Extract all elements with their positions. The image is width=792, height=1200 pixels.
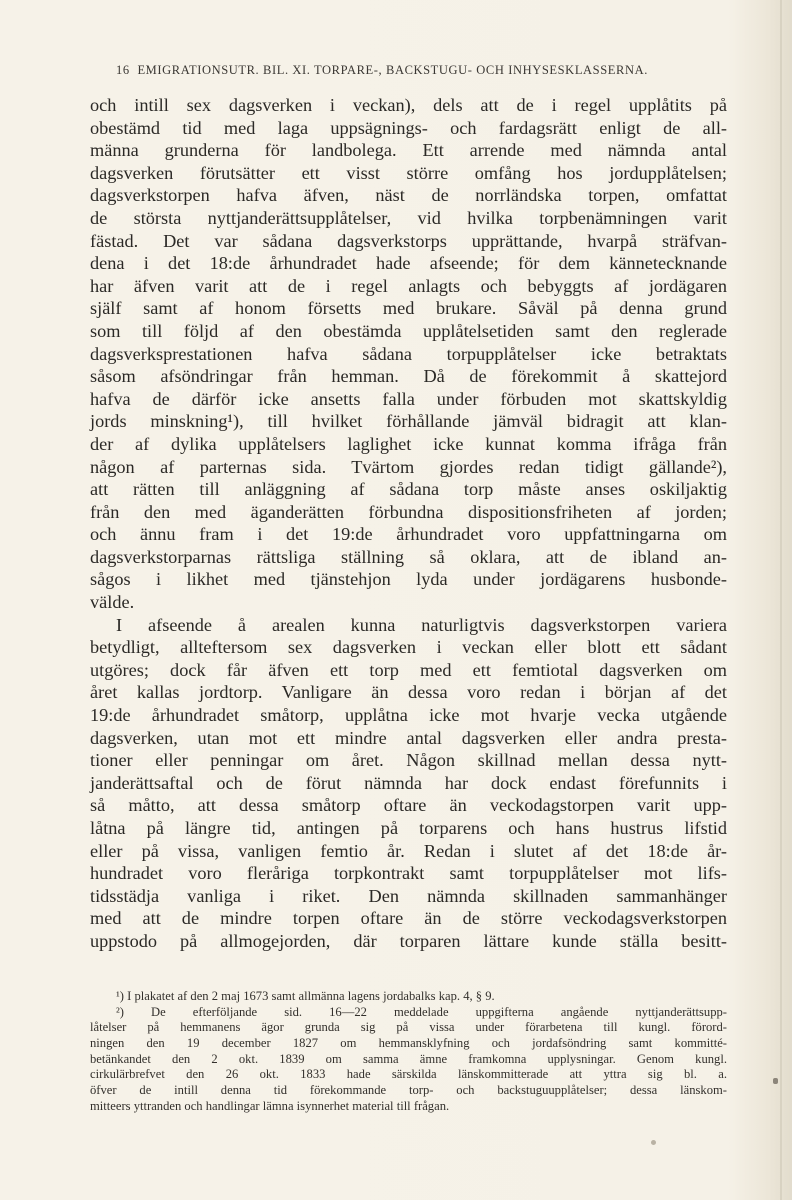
- text-line: att rätten till anläggning af sådana torp måste anses oskiljaktig: [90, 479, 727, 500]
- paper-speck: [651, 1140, 656, 1145]
- text-line: från den med äganderätten förbundna dispositionsfriheten af jorden;: [90, 501, 727, 522]
- footnote-line: ningen den 19 december 1827 om hemmansklyfning och jordafsöndring samt kommitté-: [90, 1036, 727, 1051]
- page-number: 16: [116, 63, 130, 77]
- running-head: [116, 63, 726, 78]
- running-title: EMIGRATIONSUTR. BIL. XI. TORPARE-, BACKSTUGU- OCH INHYSESKLASSERNA.: [137, 63, 648, 77]
- text-line: hafva de därför icke ansetts falla under förbuden mot skattskyldig: [90, 388, 727, 409]
- text-line: välde.: [90, 592, 135, 613]
- text-line: och intill sex dagsverken i veckan), dels att de i regel upplåtits på: [90, 95, 727, 115]
- text-line: någon af parternas sida. Tvärtom gjordes redan tidigt gällande²),: [90, 456, 727, 477]
- text-line: de största nyttjanderättsupplåtelser, vid hvilka torpbenämningen varit: [90, 207, 727, 228]
- text-line: själf samt af honom försetts med brukare. Såväl på denna grund: [90, 298, 727, 319]
- margin-mark: [773, 1078, 778, 1084]
- text-line: har äfven varit att de i regel anlagts och bebyggts af jordägaren: [90, 275, 727, 296]
- paragraph-start-line: I afseende å arealen kunna naturligtvis dagsverkstorpen variera: [116, 614, 727, 635]
- text-line: tioner eller penningar om året. Någon skillnad mellan dessa nytt-: [90, 750, 727, 771]
- text-line: uppstodo på allmogejorden, där torparen lättare kunde ställa besitt-: [90, 930, 727, 951]
- text-line: der af dylika upplåtelsers laglighet icke kunnat komma ifråga från: [90, 433, 727, 454]
- text-line: såsom afsöndringar från hemman. Då de förekommit å skattejord: [90, 366, 727, 387]
- footnote-line: öfver de intill denna tid förekommande torp- och backstuguupplåtelser; dessa länskom-: [90, 1083, 727, 1098]
- footnote-line: mitteers yttranden och handlingar lämna isynnerhet material till frågan.: [90, 1098, 450, 1113]
- text-line: dena i det 18:de århundradet hade afseende; för dem kännetecknande: [90, 253, 727, 274]
- text-line: och ännu fram i det 19:de århundradet voro uppfattningarna om: [90, 524, 727, 545]
- text-line: med att de mindre torpen oftare än de större veckodagsverkstorpen: [90, 908, 727, 929]
- text-line: dagsverken förutsätter ett visst större omfång hos jordupplåtelsen;: [90, 162, 727, 183]
- text-line: utgöres; dock får äfven ett torp med ett femtiotal dagsverken om: [90, 659, 727, 680]
- text-line: dagsverkstorparnas rättsliga ställning så oklara, att de ibland an-: [90, 546, 727, 567]
- text-line: tidsstädja vanliga i riket. Den nämnda skillnaden sammanhänger: [90, 885, 727, 906]
- footnote-2: ²) De efterföljande sid. 16—22 meddelade uppgifterna angående nyttjanderättsupp-: [116, 1004, 727, 1019]
- text-line: året kallas jordtorp. Vanligare än dessa voro redan i början af det: [90, 682, 727, 703]
- text-line: eller på vissa, vanligen femtio år. Redan i slutet af det 18:de år-: [90, 840, 727, 861]
- text-line: jords minskning¹), till hvilket förhållande jämväl bidragit att klan-: [90, 411, 727, 432]
- text-line: dagsverksprestationen hafva sådana torpupplåtelser icke betraktats: [90, 343, 727, 364]
- text-line: sågos i likhet med tjänstehjon lyda under jordägarens husbonde-: [90, 569, 727, 590]
- text-line: fästad. Det var sådana dagsverkstorps upprättande, hvarpå sträfvan-: [90, 230, 727, 251]
- text-line: dagsverken, utan mot ett mindre antal dagsverken eller andra presta-: [90, 727, 727, 748]
- text-line: låtna på längre tid, antingen på torparens och hans hustrus lifstid: [90, 818, 727, 838]
- text-line: obestämd tid med laga uppsägnings- och fardagsrätt enligt de all-: [90, 117, 727, 138]
- footnotes: [90, 989, 727, 1115]
- text-line: janderättsaftal och de förut nämnda har dock endast förefunnits i: [90, 772, 727, 793]
- text-line: betydligt, allteftersom sex dagsverken i veckan eller blott ett sådant: [90, 637, 727, 658]
- footnote-1: ¹) I plakatet af den 2 maj 1673 samt allmänna lagens jordabalks kap. 4, § 9.: [116, 989, 495, 1003]
- text-line: som till följd af den obestämda upplåtelsetiden samt den reglerade: [90, 320, 727, 341]
- text-line: dagsverkstorpen hafva äfven, näst de norrländska torpen, omfattat: [90, 185, 727, 206]
- footnote-line: betänkandet den 2 okt. 1839 om samma ämne framkomna upplysningar. Genom kungl.: [90, 1051, 727, 1066]
- text-line: hundradet voro fleråriga torpkontrakt samt torpupplåtelser mot lifs-: [90, 863, 727, 884]
- page-edge: [780, 0, 782, 1200]
- footnote-line: cirkulärbrefvet den 26 okt. 1833 hade särskilda länskommitterade att yttra sig bl. a.: [90, 1067, 727, 1082]
- text-line: männa grunderna för landbolega. Ett arrende med nämnda antal: [90, 140, 727, 161]
- text-line: 19:de århundradet småtorp, upplåtna icke mot hvarje vecka utgående: [90, 705, 727, 726]
- body-text: [90, 94, 727, 953]
- footnote-line: låtelser på hemmanens ägor grunda sig på vissa under förarbetena till kungl. förord-: [90, 1020, 727, 1035]
- text-line: så måtto, att dessa småtorp oftare än veckodagstorpen varit upp-: [90, 795, 727, 816]
